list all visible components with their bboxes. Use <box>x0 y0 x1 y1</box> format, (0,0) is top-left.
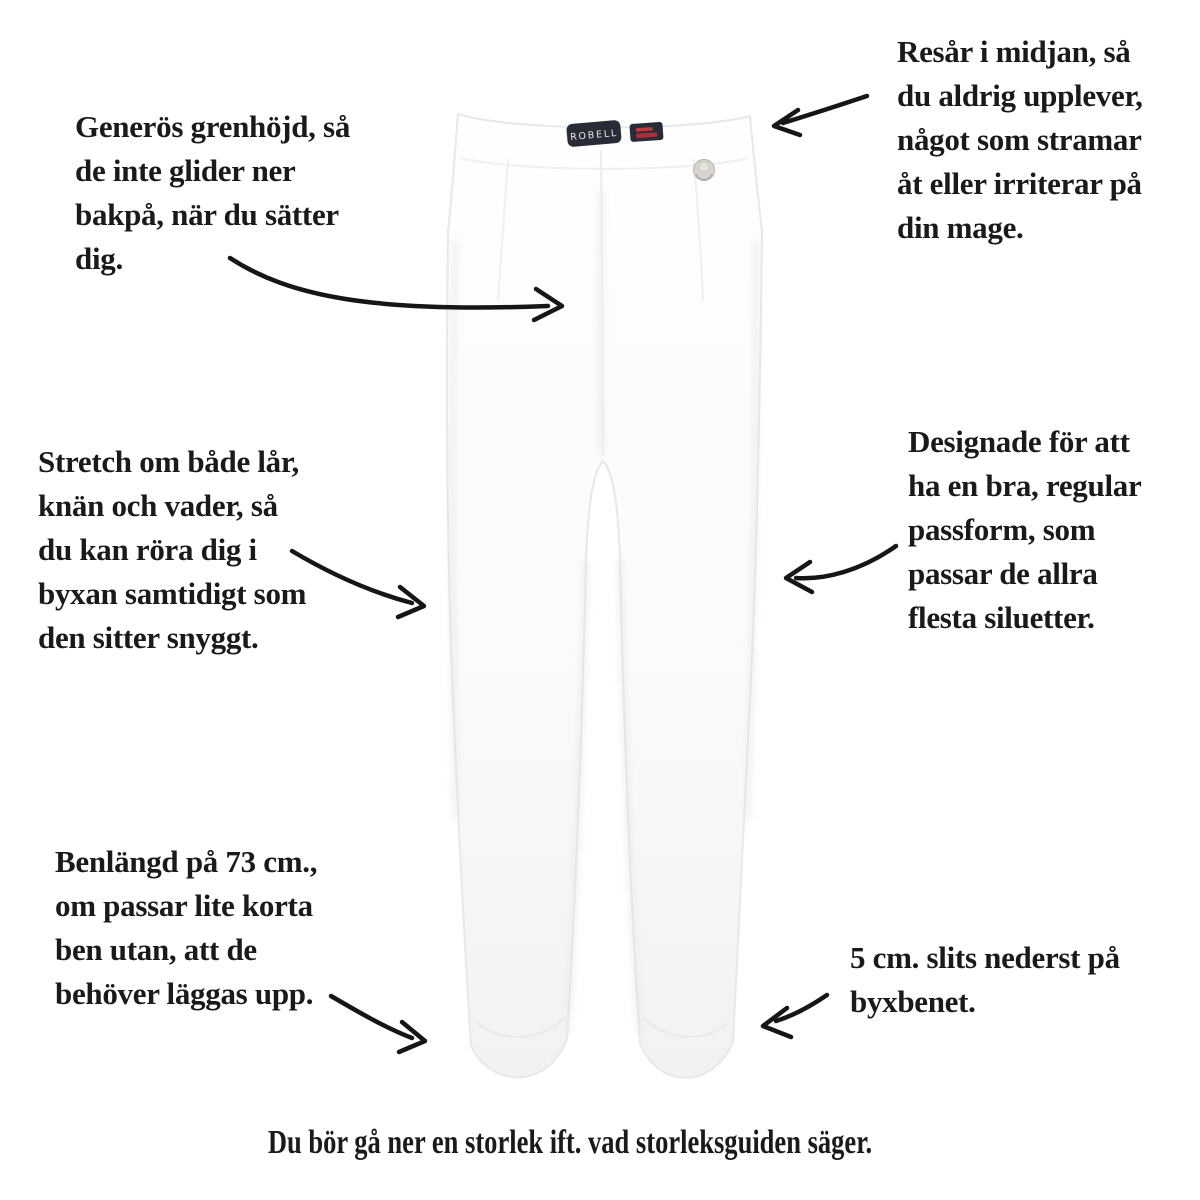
annotation-line: Designade för att <box>908 424 1130 459</box>
arrow-to-leg-icon <box>786 546 896 592</box>
annotation-line: du aldrig upplever, <box>897 78 1143 113</box>
annotation-line: din mage. <box>897 210 1024 245</box>
annotation-fit <box>908 420 1141 640</box>
brand-tag-text: ROBELL <box>569 127 619 144</box>
arrow-to-thigh-icon <box>292 551 424 617</box>
annotation-line: den sitter snyggt. <box>38 620 259 655</box>
annotation-line: Generös grenhöjd, så <box>75 109 351 144</box>
annotation-crotch <box>75 105 350 281</box>
annotation-line: passar de allra <box>908 556 1098 591</box>
annotation-line: passform, som <box>908 512 1096 547</box>
arrow-to-left-hem-icon <box>331 996 425 1052</box>
annotation-line: ben utan, att de <box>55 932 257 967</box>
annotation-line: byxan samtidigt som <box>38 576 307 611</box>
annotation-stretch <box>38 440 306 660</box>
arrow-to-right-hem-icon <box>763 995 827 1037</box>
annotation-hem-slit <box>850 936 1120 1024</box>
annotation-line: de inte glider ner <box>75 153 296 188</box>
trousers-silhouette <box>447 114 762 1078</box>
care-tag <box>629 122 663 142</box>
annotation-line: Stretch om både lår, <box>38 444 299 479</box>
annotation-line: om passar lite korta <box>55 888 313 923</box>
rivet-button <box>694 160 715 181</box>
annotation-line: knän och vader, så <box>38 488 278 523</box>
annotation-line: Benlängd på 73 cm., <box>55 844 318 879</box>
annotation-line: byxbenet. <box>850 984 976 1019</box>
arrow-to-waistband-icon <box>774 96 867 135</box>
annotation-line: bakpå, när du sätter <box>75 197 339 232</box>
annotation-leg-length <box>55 840 317 1016</box>
trousers-graphic <box>447 114 762 1078</box>
annotation-line: något som stramar <box>897 122 1142 157</box>
annotation-line: åt eller irriterar på <box>897 166 1142 201</box>
annotation-line: ha en bra, regular <box>908 468 1142 503</box>
annotation-line: flesta siluetter. <box>908 600 1095 635</box>
annotation-line: behöver läggas upp. <box>55 976 314 1011</box>
brand-tag <box>566 120 622 148</box>
annotation-line: Resår i midjan, så <box>897 34 1131 69</box>
size-advice-text: Du bör gå ner en storlek ift. vad storleksguiden säger. <box>267 1124 873 1161</box>
annotation-waist <box>897 30 1143 250</box>
annotation-line: 5 cm. slits nederst på <box>850 940 1120 975</box>
annotation-line: dig. <box>75 241 123 276</box>
annotation-line: du kan röra dig i <box>38 532 257 567</box>
